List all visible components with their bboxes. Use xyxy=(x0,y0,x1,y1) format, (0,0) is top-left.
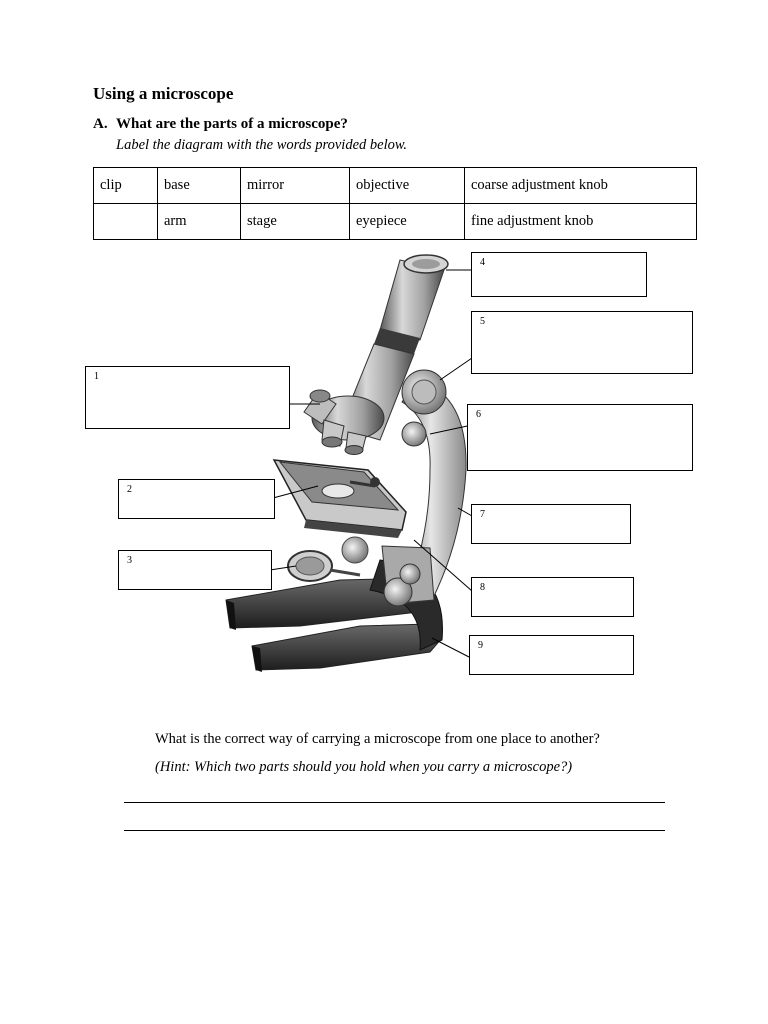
word-cell: coarse adjustment knob xyxy=(465,168,697,204)
instruction-text: Label the diagram with the words provided below. xyxy=(116,137,408,153)
word-cell: stage xyxy=(241,204,350,240)
label-box-9[interactable] xyxy=(469,635,634,675)
label-number: 6 xyxy=(476,409,481,420)
answer-line-2[interactable] xyxy=(124,830,665,831)
label-number: 5 xyxy=(480,316,485,327)
label-box-6[interactable] xyxy=(467,404,693,471)
label-number: 4 xyxy=(480,257,485,268)
label-box-1[interactable] xyxy=(85,366,290,429)
pointer-line xyxy=(440,358,472,380)
word-cell: arm xyxy=(158,204,241,240)
label-number: 1 xyxy=(94,371,99,382)
stage-shape xyxy=(274,460,406,538)
word-cell: mirror xyxy=(241,168,350,204)
pointer-line xyxy=(432,638,469,657)
label-box-5[interactable] xyxy=(471,311,693,374)
word-cell: eyepiece xyxy=(350,204,465,240)
condenser-knob xyxy=(342,537,368,563)
label-number: 8 xyxy=(480,582,485,593)
word-cell: base xyxy=(158,168,241,204)
label-box-7[interactable] xyxy=(471,504,631,544)
label-box-2[interactable] xyxy=(118,479,275,519)
carrying-question: What is the correct way of carrying a microscope from one place to another? xyxy=(155,731,600,747)
label-box-8[interactable] xyxy=(471,577,634,617)
word-cell: fine adjustment knob xyxy=(465,204,697,240)
word-cell: objective xyxy=(350,168,465,204)
label-box-4[interactable] xyxy=(471,252,647,297)
eyepiece-shape xyxy=(404,255,448,273)
page-title: Using a microscope xyxy=(93,84,234,103)
answer-line-1[interactable] xyxy=(124,802,665,803)
label-number: 9 xyxy=(478,640,483,651)
section-question: What are the parts of a microscope? xyxy=(116,116,348,132)
hint-text: (Hint: Which two parts should you hold when you carry a microscope?) xyxy=(155,759,573,775)
label-box-3[interactable] xyxy=(118,550,272,590)
section-letter: A. xyxy=(93,116,108,132)
label-number: 2 xyxy=(127,484,132,495)
word-cell: clip xyxy=(94,168,158,204)
label-number: 3 xyxy=(127,555,132,566)
label-number: 7 xyxy=(480,509,485,520)
